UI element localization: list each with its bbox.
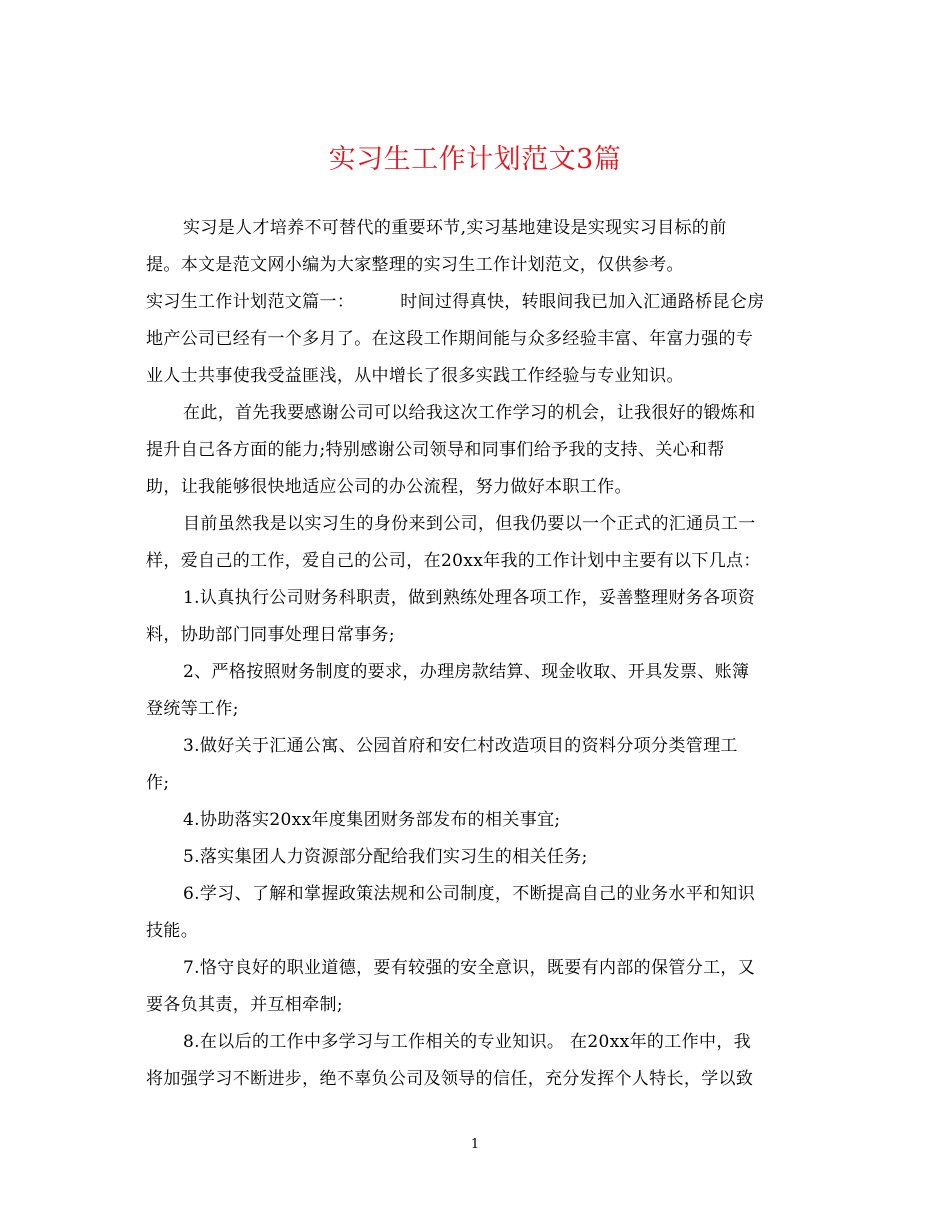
list-item-line: 7.恪守良好的职业道德，要有较强的安全意识，既要有内部的保管分工，又 — [183, 958, 756, 978]
list-item-line: 6.学习、了解和掌握政策法规和公司制度，不断提高自己的业务水平和知识 — [183, 884, 756, 904]
paragraph-line: 在此，首先我要感谢公司可以给我这次工作学习的机会，让我很好的锻炼和 — [183, 403, 756, 423]
paragraph-line: 业人士共事使我受益匪浅，从中增长了很多实践工作经验与专业知识。 — [146, 366, 684, 386]
paragraph-line: 目前虽然我是以实习生的身份来到公司，但我仍要以一个正式的汇通员工一 — [183, 514, 756, 534]
paragraph-text: 时间过得真快，转眼间我已加入汇通路桥昆仑房 — [400, 292, 765, 312]
list-item-line: 将加强学习不断进步，绝不辜负公司及领导的信任，充分发挥个人特长，学以致 — [146, 1069, 754, 1089]
paragraph-line: 地产公司已经有一个多月了。在这段工作期间能与众多经验丰富、年富力强的专 — [146, 329, 754, 349]
list-item-line: 料，协助部门同事处理日常事务; — [146, 625, 395, 645]
section-heading-line — [146, 284, 806, 321]
list-item-line: 1.认真执行公司财务科职责，做到熟练处理各项工作，妥善整理财务各项资 — [183, 588, 756, 608]
list-item-line: 2、严格按照财务制度的要求，办理房款结算、现金收取、开具发票、账簿 — [183, 662, 750, 682]
paragraph-line: 提升自己各方面的能力;特别感谢公司领导和同事们给予我的支持、关心和帮 — [146, 440, 725, 460]
document-title: 实习生工作计划范文3篇 — [328, 144, 622, 175]
list-item-line: 作; — [146, 773, 170, 793]
paragraph-line: 实习是人才培养不可替代的重要环节,实习基地建设是实现实习目标的前 — [183, 218, 727, 238]
list-item-line: 技能。 — [146, 921, 199, 941]
list-item-line: 要各负其责，并互相牵制; — [146, 995, 343, 1015]
paragraph-line: 助，让我能够很快地适应公司的办公流程，努力做好本职工作。 — [146, 477, 632, 497]
list-item-line: 5.落实集团人力资源部分配给我们实习生的相关任务; — [183, 847, 588, 867]
list-item-line: 8.在以后的工作中多学习与工作相关的专业知识。 在20xx年的工作中，我 — [183, 1032, 752, 1052]
paragraph-line: 提。本文是范文网小编为大家整理的实习生工作计划范文，仅供参考。 — [146, 255, 684, 275]
page-number: 1 — [470, 1137, 480, 1152]
paragraph-line: 样，爱自己的工作，爱自己的公司，在20xx年我的工作计划中主要有以下几点： — [146, 551, 761, 571]
document-body — [146, 210, 806, 1098]
list-item-line: 4.协助落实20xx年度集团财务部发布的相关事宜; — [183, 810, 561, 830]
list-item-line: 3.做好关于汇通公寓、公园首府和安仁村改造项目的资料分项分类管理工 — [183, 736, 738, 756]
section-heading: 实习生工作计划范文篇一： — [146, 292, 355, 312]
list-item-line: 登统等工作; — [146, 699, 239, 719]
